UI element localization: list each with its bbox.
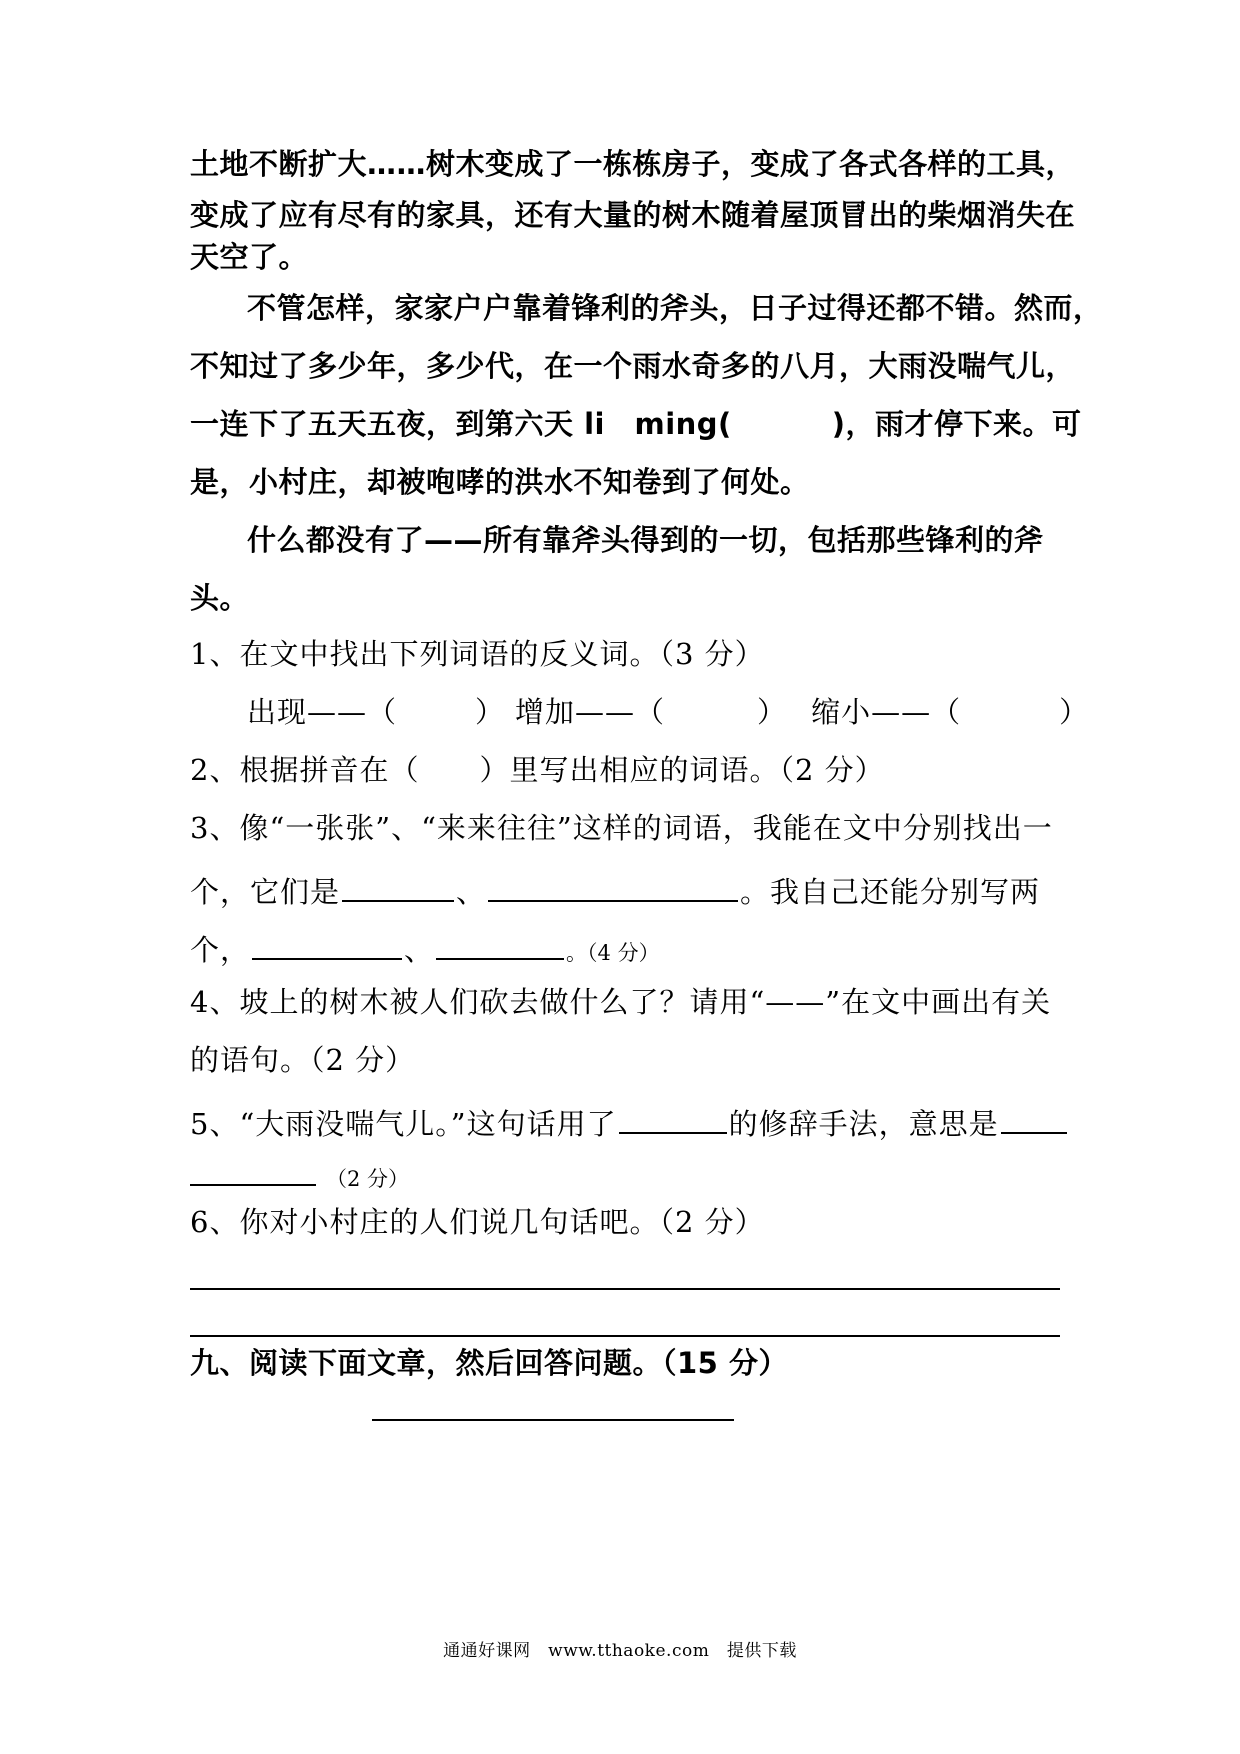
passage-line: 天空了。 [190,240,309,274]
question-2: 2、根据拼音在（ ）里写出相应的词语。（2 分） [190,753,885,787]
question-text: 的修辞手法，意思是 [728,1107,999,1141]
question-text: 5、“大雨没喘气儿。”这句话用了 [190,1107,617,1141]
passage-line: 土地不断扩大……树木变成了一栋栋房子，变成了各式各样的工具， [190,147,1076,181]
antonym-close: ） [475,695,506,729]
question-score: （2 分） [326,1167,410,1191]
passage-line: 不知过了多少年，多少代，在一个雨水奇多的八月，大雨没喘气儿， [190,349,1076,383]
question-3-line-2 [190,872,1060,907]
page-footer: 通通好课网 www.tthaoke.com 提供下载 [443,1641,797,1661]
answer-blank[interactable] [488,872,738,902]
answer-blank[interactable] [190,1156,316,1186]
question-text: 个， [190,933,251,967]
question-1: 1、在文中找出下列词语的反义词。（3 分） [190,637,765,671]
antonym-prompt: 出现——（ [247,695,398,729]
question-text: 、 [456,875,487,909]
antonym-prompt: 缩小——（ [811,695,962,729]
pinyin-prompt: 一连下了五天五夜，到第六天 li ming( [190,407,732,441]
passage-line: 是，小村庄，却被咆哮的洪水不知卷到了何处。 [190,465,810,499]
antonym-close: ） [757,695,788,729]
antonym-close: ） [1059,695,1090,729]
answer-blank[interactable] [436,930,564,960]
question-text: 、 [404,933,435,967]
antonym-row [247,695,1117,729]
section-heading: 九、阅读下面文章，然后回答问题。（15 分） [190,1346,788,1380]
passage-line: 什么都没有了——所有靠斧头得到的一切，包括那些锋利的斧 [247,523,1044,557]
question-5-line-2 [190,1156,1060,1191]
antonym-prompt: 增加——（ [515,695,666,729]
passage-line: 头。 [190,581,250,615]
question-3-line-3 [190,930,1060,965]
question-5 [190,1104,1060,1139]
question-3: 3、像“一张张”、“来来往往”这样的词语，我能在文中分别找出一 [190,811,1053,845]
question-4: 4、坡上的树木被人们砍去做什么了？请用“——”在文中画出有关 [190,985,1052,1019]
answer-blank[interactable] [342,872,454,902]
answer-line[interactable] [190,1335,1060,1337]
passage-line: 不管怎样，家家户户靠着锋利的斧头，日子过得还都不错。然而， [247,291,1103,325]
passage-text: )，雨才停下来。可 [831,407,1082,441]
title-blank-line[interactable] [372,1419,734,1421]
passage-line-with-pinyin [190,407,1082,441]
question-text: 个，它们是 [190,875,341,909]
answer-line[interactable] [190,1288,1060,1290]
passage-line: 变成了应有尽有的家具，还有大量的树木随着屋顶冒出的柴烟消失在 [190,198,1076,232]
question-score: 。（4 分） [566,941,660,965]
answer-blank[interactable] [1001,1104,1067,1134]
question-4-line-2: 的语句。（2 分） [190,1043,416,1077]
question-6: 6、你对小村庄的人们说几句话吧。（2 分） [190,1205,765,1239]
question-text: 。我自己还能分别写两 [740,875,1041,909]
answer-blank[interactable] [252,930,402,960]
answer-blank[interactable] [619,1104,727,1134]
